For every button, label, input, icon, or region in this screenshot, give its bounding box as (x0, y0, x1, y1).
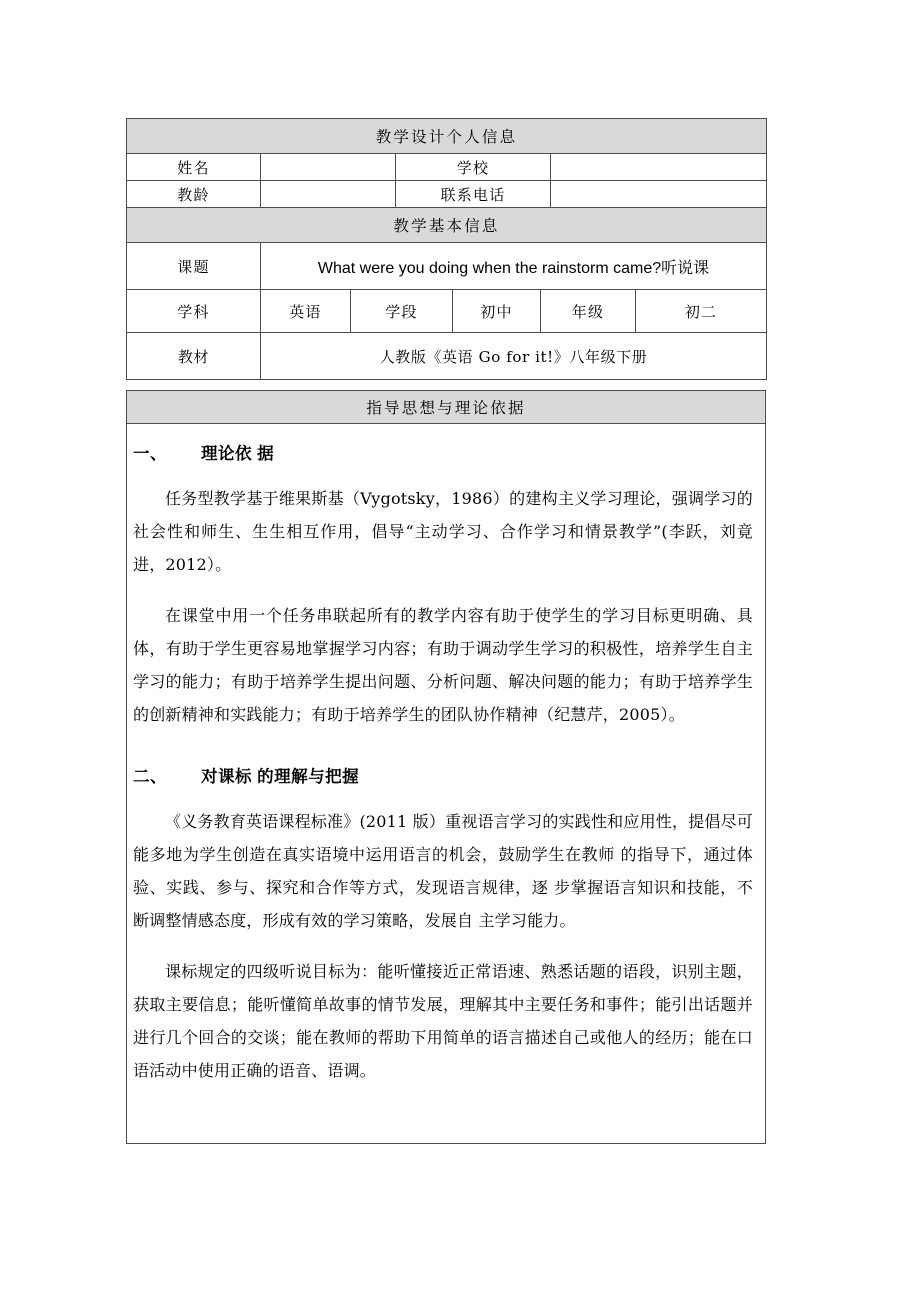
table-row (127, 154, 767, 181)
table-row (127, 333, 767, 380)
basic-info-band-title: 教学基本信息 (127, 208, 767, 243)
phone-value[interactable] (551, 181, 767, 208)
section-2-number: 二、 (133, 768, 167, 786)
table-row (127, 208, 767, 243)
teaching-basic-info-table (126, 242, 767, 380)
section-1-title: 理论依 据 (201, 445, 275, 463)
school-label: 学校 (396, 154, 551, 181)
section-1-number: 一、 (133, 445, 167, 463)
section-2-paragraph-2: 课标规定的四级听说目标为：能听懂接近正常语速、熟悉话题的语段，识别主题，获取主要信息；能听懂简单故事的情节发展，理解其中主要任务和事件；能引出话题并进行几个回合的交谈；能在教师的帮助下用简单的语言描述自己或他人的经历；能在口语活动中使用正确的语音、语调。 (133, 962, 753, 1080)
textbook-value: 人教版《英语 Go for it!》八年级下册 (261, 333, 767, 380)
info-table-wrapper (126, 118, 766, 380)
subject-value: 英语 (261, 290, 351, 333)
grade-label: 年级 (541, 290, 636, 333)
school-value[interactable] (551, 154, 767, 181)
grade-value: 初二 (636, 290, 767, 333)
subject-label: 学科 (127, 290, 261, 333)
name-value[interactable] (261, 154, 396, 181)
stage-label: 学段 (351, 290, 453, 333)
table-row (127, 119, 767, 154)
teaching-years-value[interactable] (261, 181, 396, 208)
section-1-paragraph-1: 任务型教学基于维果斯基（Vygotsky，1986）的建构主义学习理论，强调学习的社会性和师生、生生相互作用，倡导“主动学习、合作学习和情景教学”(李跃，刘竟进，2012）。 (133, 489, 753, 574)
textbook-label: 教材 (127, 333, 261, 380)
phone-label: 联系电话 (396, 181, 551, 208)
topic-value: What were you doing when the rainstorm came?听说课 (261, 243, 767, 290)
guiding-section-wrapper (126, 390, 766, 1144)
personal-info-band-title: 教学设计个人信息 (127, 119, 767, 154)
guiding-band-title: 指导思想与理论依据 (126, 390, 766, 424)
table-row (127, 243, 767, 290)
section-1-heading (133, 440, 753, 464)
topic-label: 课题 (127, 243, 261, 290)
teaching-design-info-table (126, 118, 767, 243)
section-2-title: 对课标 的理解与把握 (201, 768, 360, 786)
name-label: 姓名 (127, 154, 261, 181)
guiding-body (126, 424, 766, 1144)
teaching-years-label: 教龄 (127, 181, 261, 208)
table-row (127, 181, 767, 208)
section-2-heading (133, 763, 753, 787)
stage-value: 初中 (453, 290, 541, 333)
section-1-paragraph-2: 在课堂中用一个任务串联起所有的教学内容有助于使学生的学习目标更明确、具体，有助于学生更容易地掌握学习内容；有助于调动学生学习的积极性，培养学生自主学习的能力；有助于培养学生提出问题、分析问题、解决问题的能力；有助于培养学生的创新精神和实践能力；有助于培养学生的团队协作精神（纪慧芹，2005）。 (133, 606, 753, 724)
section-spacer (133, 731, 753, 757)
section-2-paragraph-1: 《义务教育英语课程标准》(2011 版）重视语言学习的实践性和应用性，提倡尽可能多地为学生创造在真实语境中运用语言的机会，鼓励学生在教师 的指导下，通过体验、实践、参与、探究和合作等方式，发现语言规律，逐 步掌握语言知识和技能，不断调整情感态度，形成有效的学习策略，发展自 主学习能力。 (133, 812, 753, 930)
table-row (127, 290, 767, 333)
